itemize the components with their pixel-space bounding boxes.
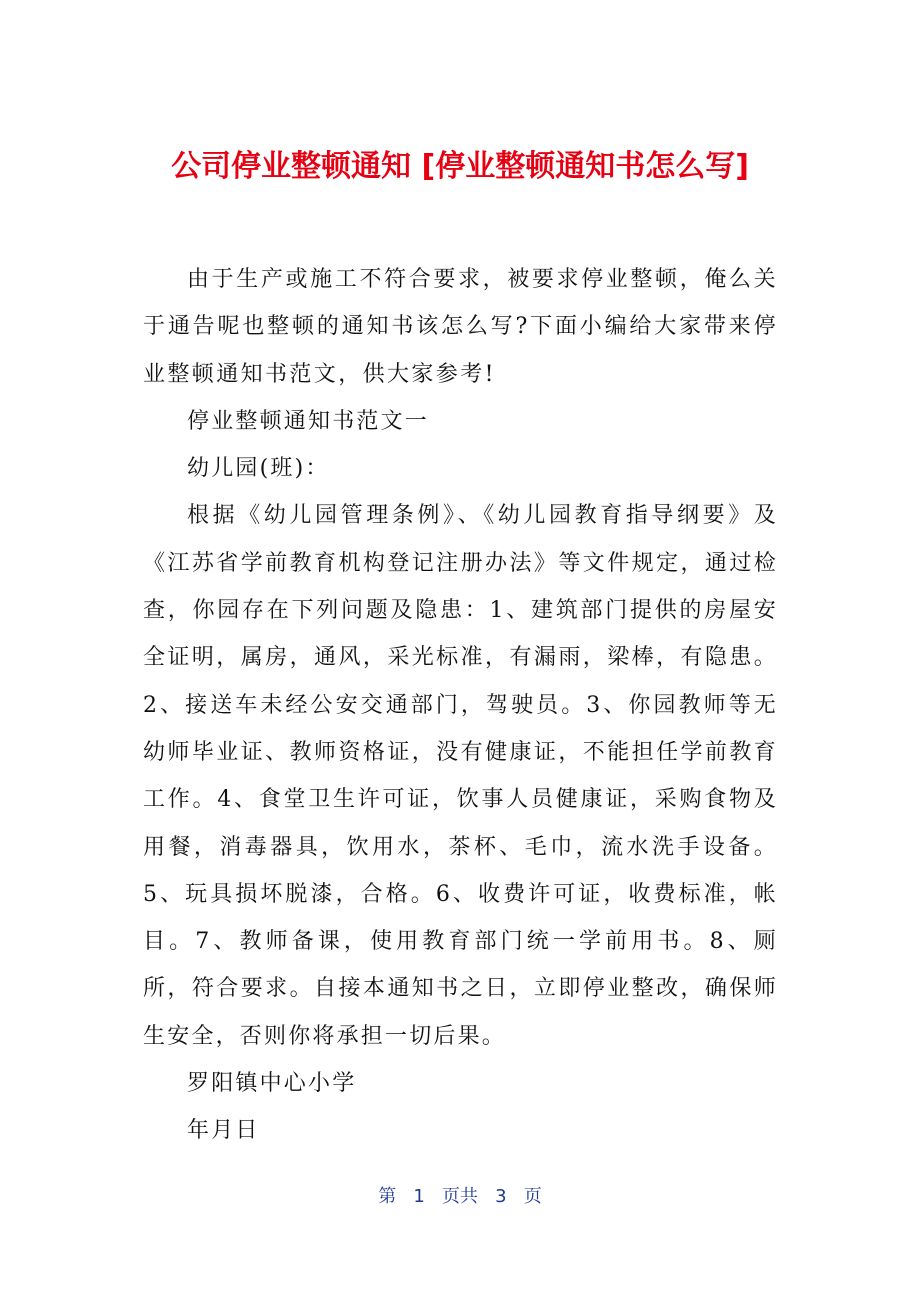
date-line: 年月日 [187, 1118, 260, 1144]
footer-suffix: 页 [523, 1186, 542, 1207]
notice-body-paragraph: 根据《幼儿园管理条例》、《幼儿园教育指导纲要》及《江苏省学前教育机构登记注册办法》等文件规定，通过检查，你园存在下列问题及隐患：1、建筑部门提供的房屋安全证明，属房，通风，采光标准，有漏雨，梁棒，有隐患。2、接送车未经公安交通部门，驾驶员。3、你园教师等无幼师毕业证、教师资格证，没有健康证，不能担任学前教育工作。4、食堂卫生许可证，饮事人员健康证，采购食物及用餐，消毒器具，饮用水，茶杯、毛巾，流水洗手设备。5、玩具损坏脱漆，合格。6、收费许可证，收费标准，帐目。7、教师备课，使用教育部门统一学前用书。8、厕所，符合要求。自接本通知书之日，立即停业整改，确保师生安全，否则你将承担一切后果。 [143, 503, 778, 1049]
intro-paragraph: 由于生产或施工不符合要求，被要求停业整顿，俺么关于通告呢也整顿的通知书该怎么写?下面小编给大家带来停业整顿通知书范文，供大家参考! [143, 267, 778, 387]
sample-heading: 停业整顿通知书范文一 [187, 408, 430, 434]
footer-middle: 页共 [442, 1186, 478, 1207]
addressee-line: 幼儿园(班)： [187, 456, 330, 482]
footer-total-pages: 3 [495, 1186, 507, 1207]
footer-current-page: 1 [413, 1186, 425, 1207]
document-body [143, 256, 778, 1155]
issuer-signature: 罗阳镇中心小学 [187, 1071, 357, 1097]
footer-prefix: 第 [378, 1186, 397, 1207]
page-footer [0, 1183, 920, 1211]
document-title: 公司停业整顿通知 [停业整顿通知书怎么写] [171, 149, 749, 184]
